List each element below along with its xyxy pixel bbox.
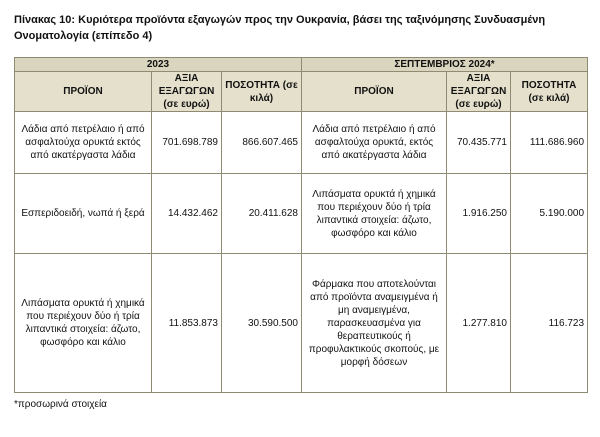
value-header: ΑΞΙΑ ΕΞΑΓΩΓΩΝ (σε ευρώ) <box>447 72 511 112</box>
value-cell: 11.853.873 <box>152 254 222 393</box>
value-header: ΑΞΙΑ ΕΞΑΓΩΓΩΝ (σε ευρώ) <box>152 72 222 112</box>
year-2024-header: ΣΕΠΤΕΜΒΡΙΟΣ 2024* <box>302 58 588 72</box>
product-cell: Φάρμακα που αποτελούνται από προϊόντα αναμειγμένα ή μη αναμειγμένα, παρασκευασμένα για θεραπευτικούς ή προφυλακτικούς σκοπούς, με μορφή δόσεων <box>302 254 447 393</box>
quantity-cell: 20.411.628 <box>222 174 302 254</box>
value-cell: 701.698.789 <box>152 112 222 174</box>
value-cell: 14.432.462 <box>152 174 222 254</box>
year-header-row <box>15 58 588 72</box>
table-row <box>15 254 588 393</box>
product-cell: Λιπάσματα ορυκτά ή χημικά που περιέχουν δύο ή τρία λιπαντικά στοιχεία: άζωτο, φωσφόρο και κάλιο <box>302 174 447 254</box>
quantity-cell: 5.190.000 <box>511 174 588 254</box>
product-header: ΠΡΟΪΟΝ <box>302 72 447 112</box>
product-cell: Λάδια από πετρέλαιο ή από ασφαλτούχα ορυκτά εκτός από ακατέργαστα λάδια <box>15 112 152 174</box>
quantity-cell: 866.607.465 <box>222 112 302 174</box>
value-cell: 1.916.250 <box>447 174 511 254</box>
quantity-cell: 30.590.500 <box>222 254 302 393</box>
footnote: *προσωρινά στοιχεία <box>14 399 107 410</box>
value-cell: 1.277.810 <box>447 254 511 393</box>
table-row <box>15 112 588 174</box>
year-2023-header: 2023 <box>15 58 302 72</box>
exports-table <box>14 57 588 393</box>
product-cell: Εσπεριδοειδή, νωπά ή ξερά <box>15 174 152 254</box>
product-cell: Λάδια από πετρέλαιο ή από ασφαλτούχα ορυκτά, εκτός από ακατέργαστα λάδια <box>302 112 447 174</box>
column-header-row <box>15 72 588 112</box>
quantity-header: ΠΟΣΟΤΗΤΑ (σε κιλά) <box>222 72 302 112</box>
product-cell: Λιπάσματα ορυκτά ή χημικά που περιέχουν δύο ή τρία λιπαντικά στοιχεία: άζωτο, φωσφόρο και κάλιο <box>15 254 152 393</box>
quantity-header: ΠΟΣΟΤΗΤΑ (σε κιλά) <box>511 72 588 112</box>
product-header: ΠΡΟΪΟΝ <box>15 72 152 112</box>
quantity-cell: 111.686.960 <box>511 112 588 174</box>
table-caption: Πίνακας 10: Κυριότερα προϊόντα εξαγωγών προς την Ουκρανία, βάσει της ταξινόμησης Συνδυασμένη Ονοματολογία (επίπεδο 4) <box>14 14 546 42</box>
quantity-cell: 116.723 <box>511 254 588 393</box>
value-cell: 70.435.771 <box>447 112 511 174</box>
table-row <box>15 174 588 254</box>
